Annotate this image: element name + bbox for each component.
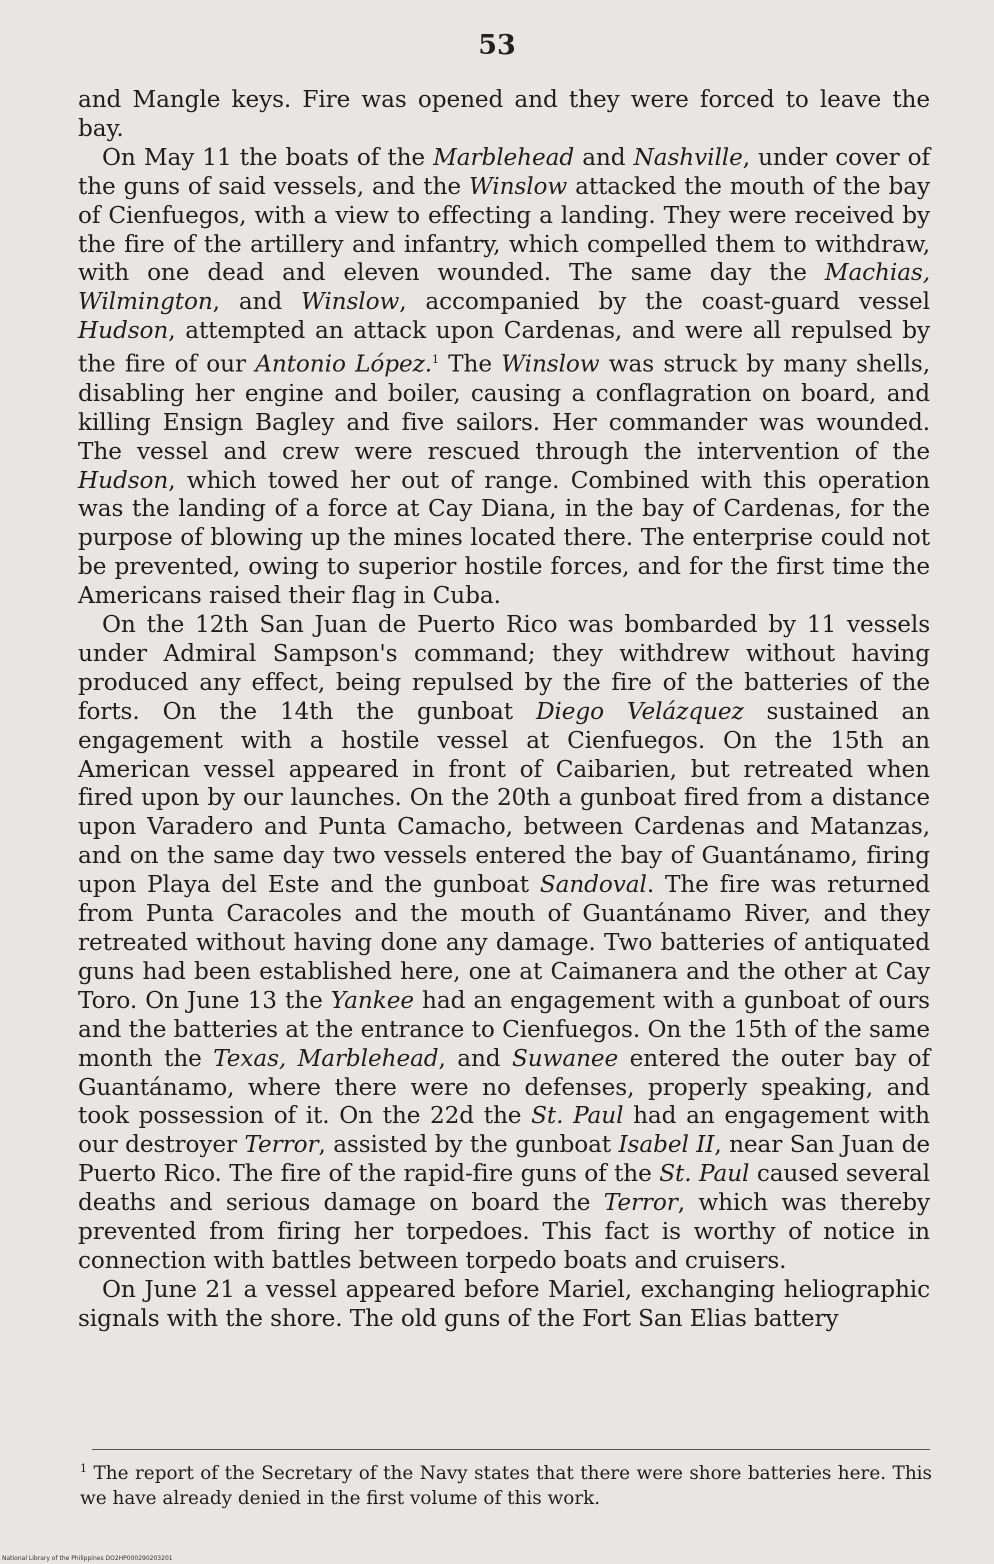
- footnote-marker: 1: [80, 1462, 87, 1475]
- vessel-name: Texas, Marblehead: [213, 1044, 439, 1072]
- vessel-name: Winslow: [468, 172, 568, 200]
- vessel-name: Terror: [603, 1189, 678, 1217]
- vessel-name: St. Paul: [531, 1102, 624, 1130]
- vessel-name: Winslow: [301, 288, 400, 316]
- vessel-name: Hudson: [78, 317, 169, 345]
- vessel-name: Nashville: [633, 143, 743, 171]
- vessel-name: Suwanee: [512, 1044, 619, 1072]
- vessel-name: Hudson: [78, 466, 169, 494]
- body-text: [78, 86, 930, 1334]
- vessel-name: Diego Velázquez: [535, 697, 744, 725]
- page-number: 53: [478, 30, 516, 61]
- vessel-name: Antonio López.: [255, 350, 432, 378]
- vessel-name: Marblehead: [433, 143, 575, 171]
- vessel-name: Yankee: [330, 986, 414, 1014]
- paragraph: On June 21 a vessel appeared before Mariel, exchanging heliographic signals with the shore. The old guns of the Fort San Elias battery: [78, 1275, 930, 1332]
- footnote-text: The report of the Secretary of the Navy states that there were shore batteries here. This we have already denied in the first volume of this work.: [80, 1463, 932, 1510]
- vessel-name: Sandoval: [539, 871, 647, 899]
- vessel-name: Machias, Wilmington: [78, 259, 930, 316]
- paragraph: On the 12th San Juan de Puerto Rico was bombarded by 11 vessels under Admiral Sampson's command; they withdrew without having produced any effect, being repulsed by the fire of the batteries of the forts. On the 14th the gunboat Diego Velázquez sustained an engagement with a hostile vessel at Cienfuegos. On the 15th an American vessel appeared in front of Caibarien, but retreated when fired upon by our launches. On the 20th a gunboat fired from a distance upon Varadero and Punta Camacho, between Cardenas and Matanzas, and on the same day two vessels entered the bay of Guantánamo, firing upon Playa del Este and the gunboat Sandoval. The fire was returned from Punta Caracoles and the mouth of Guantánamo River, and they retreated without having done any damage. Two batteries of antiquated guns had been established here, one at Caimanera and the other at Cay Toro. On June 13 the Yankee had an engagement with a gunboat of ours and the batteries at the entrance to Cienfuegos. On the 15th of the same month the Texas, Marblehead, and Suwanee entered the outer bay of Guantánamo, where there were no defenses, properly speaking, and took possession of it. On the 22d the St. Paul had an engagement with our destroyer Terror, assisted by the gunboat Isabel II, near San Juan de Puerto Rico. The fire of the rapid-fire guns of the St. Paul caused several deaths and serious damage on board the Terror, which was thereby prevented from firing her torpedoes. This fact is worthy of notice in connection with battles between torpedo boats and cruisers.: [78, 611, 930, 1274]
- vessel-name: St. Paul: [659, 1160, 750, 1188]
- vessel-name: Winslow: [501, 350, 600, 378]
- footer-credit: National Library of the Philippines DO2HP000290203201: [2, 1555, 173, 1562]
- footnote: [80, 1456, 932, 1511]
- paragraph: On May 11 the boats of the Marblehead and Nashville, under cover of the guns of said vessels, and the Winslow attacked the mouth of the bay of Cienfuegos, with a view to effecting a landing. They were received by the fire of the artillery and infantry, which compelled them to withdraw, with one dead and eleven wounded. The same day the Machias, Wilmington, and Winslow, accompanied by the coast-guard vessel Hudson, attempted an attack upon Cardenas, and were all repulsed by the fire of our Antonio López.$^1$ The Winslow was struck by many shells, disabling her engine and boiler, causing a conflagration on board, and killing Ensign Bagley and five sailors. Her commander was wounded. The vessel and crew were rescued through the intervention of the Hudson, which towed her out of range. Combined with this operation was the landing of a force at Cay Diana, in the bay of Cardenas, for the purpose of blowing up the mines located there. The enterprise could not be prevented, owing to superior hostile forces, and for the first time the Americans raised their flag in Cuba.: [78, 143, 930, 610]
- vessel-name: Terror: [244, 1131, 319, 1159]
- footnote-divider: [92, 1449, 930, 1450]
- vessel-name: Isabel II: [618, 1131, 715, 1159]
- paragraph: and Mangle keys. Fire was opened and they were forced to leave the bay.: [78, 86, 930, 142]
- footnote-reference: 1: [432, 353, 439, 367]
